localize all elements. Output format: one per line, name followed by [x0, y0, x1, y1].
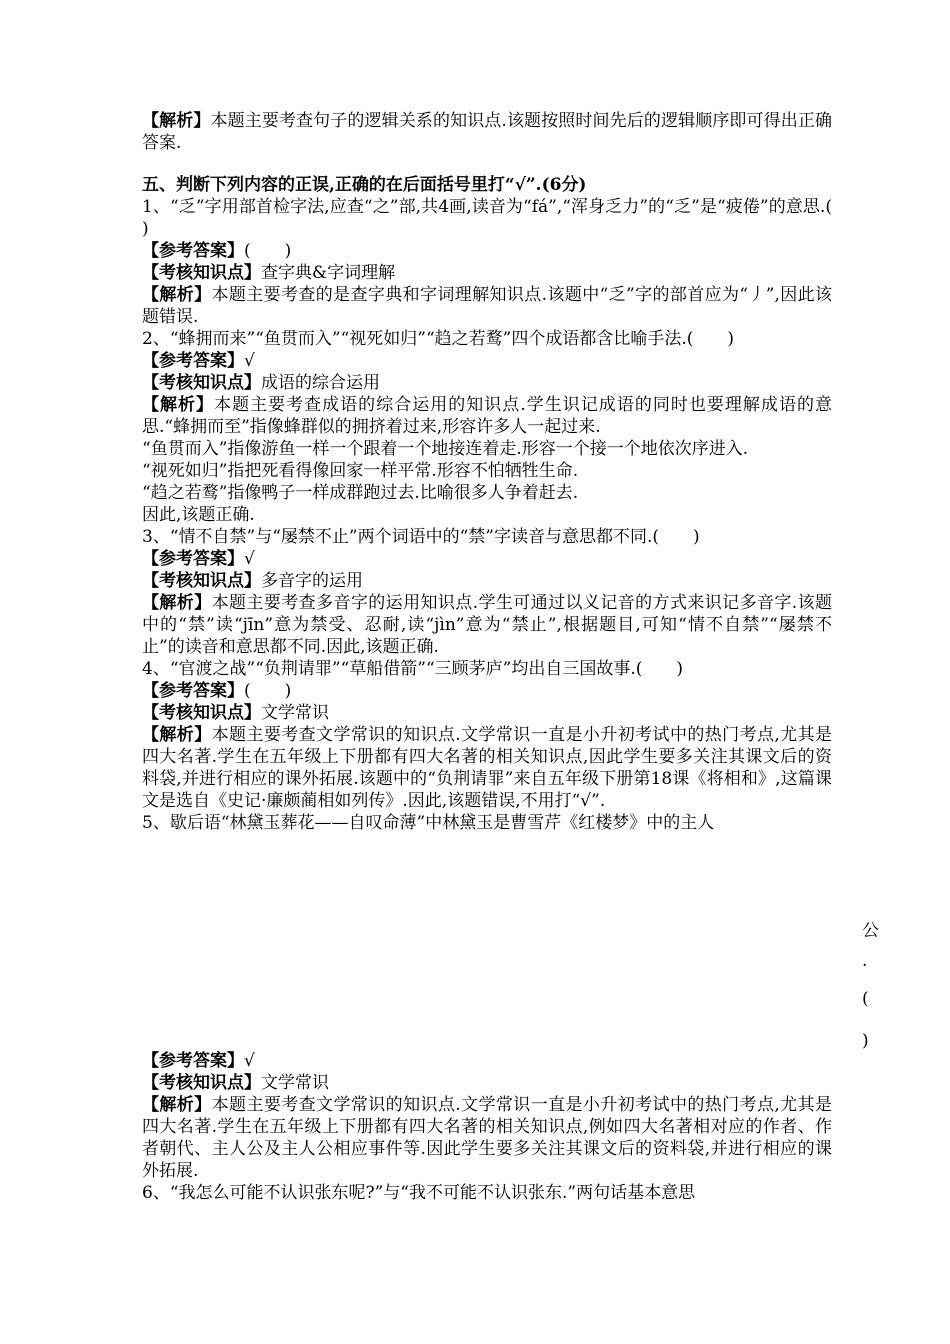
question-2: 2、“蜂拥而来”“鱼贯而入”“视死如归”“趋之若鹜”四个成语都含比喻手法.( ) — [142, 329, 735, 349]
q2-analysis-line: “鱼贯而入”指像游鱼一样一个跟着一个地接连着走.形容一个接一个地依次序进入. — [142, 439, 749, 459]
q5-answer: 【参考答案】√ — [142, 1051, 255, 1071]
q1-analysis: 【解析】本题主要考查的是查字典和字词理解知识点.该题中“乏”字的部首应为“丿”,因此该题错误. — [142, 285, 833, 327]
q1-answer: 【参考答案】( ) — [142, 241, 292, 261]
q5-knowledge: 【考核知识点】文学常识 — [142, 1073, 329, 1093]
question-3: 3、“情不自禁”与“屡禁不止”两个词语中的“禁”字读音与意思都不同.( ) — [142, 527, 700, 547]
q5-analysis: 【解析】本题主要考查文学常识的知识点.文学常识一直是小升初考试中的热门考点,尤其是四大名著.学生在五年级上下册都有四大名著的相关知识点,例如四大名著相对应的作者、作者朝代、主人公及主人公相应事件等.因此学生要多关注其课文后的资料袋,并进行相应的课外拓展. — [142, 1095, 832, 1181]
section-heading: 五、判断下列内容的正误,正确的在后面括号里打“√”.(6分) — [142, 175, 587, 195]
q3-analysis: 【解析】本题主要考查多音字的运用知识点.学生可通过以义记音的方式来识记多音字.该题中的“禁”读“jīn”意为禁受、忍耐,读“jìn”意为“禁止”,根据题目,可知“情不自禁”“屡禁不止”的读音和意思都不同.因此,该题正确. — [142, 593, 832, 657]
q5-overflow-char: . — [862, 951, 868, 971]
q4-analysis: 【解析】本题主要考查文学常识的知识点.文学常识一直是小升初考试中的热门考点,尤其是四大名著.学生在五年级上下册都有四大名著的相关知识点,因此学生要多关注其课文后的资料袋,并进行相应的课外拓展.该题中的“负荆请罪”来自五年级下册第18课《将相和》,这篇课文是选自《史记·廉颇蔺相如列传》.因此,该题错误,不用打“√”. — [142, 725, 832, 811]
q2-knowledge: 【考核知识点】成语的综合运用 — [142, 373, 380, 393]
document-body — [142, 110, 867, 834]
question-5: 5、歇后语“林黛玉葬花——自叹命薄”中林黛玉是曹雪芹《红楼梦》中的主人 — [142, 813, 715, 833]
question-1: 1、“乏”字用部首检字法,应查“之”部,共4画,读音为“fá”,“浑身乏力”的“乏”是“疲倦”的意思.( ) — [142, 197, 867, 239]
document-body-lower — [142, 1050, 832, 1204]
q3-knowledge: 【考核知识点】多音字的运用 — [142, 571, 363, 591]
question-4: 4、“官渡之战”“负荆请罪”“草船借箭”“三顾茅庐”均出自三国故事.( ) — [142, 659, 684, 679]
q1-knowledge: 【考核知识点】查字典&字词理解 — [142, 263, 396, 283]
q4-knowledge: 【考核知识点】文学常识 — [142, 703, 329, 723]
q3-answer: 【参考答案】√ — [142, 549, 255, 569]
q2-analysis: 【解析】本题主要考查成语的综合运用的知识点.学生识记成语的同时也要理解成语的意思.“蜂拥而至”指像蜂群似的拥挤着过来,形容许多人一起过来. — [142, 395, 832, 437]
spacer — [142, 154, 832, 174]
q2-analysis-line: “视死如归”指把死看得像回家一样平常.形容不怕牺牲生命. — [142, 461, 579, 481]
intro-analysis: 【解析】本题主要考查句子的逻辑关系的知识点.该题按照时间先后的逻辑顺序即可得出正确答案. — [142, 111, 833, 153]
q2-answer: 【参考答案】√ — [142, 351, 255, 371]
q5-overflow-char: ( — [862, 989, 869, 1009]
q2-analysis-line: 因此,该题正确. — [142, 505, 255, 525]
question-6: 6、“我怎么可能不认识张东呢?”与“我不可能不认识张东.”两句话基本意思 — [142, 1183, 696, 1203]
q2-analysis-line: “趋之若鹜”指像鸭子一样成群跑过去.比喻很多人争着赶去. — [142, 483, 579, 503]
q4-answer: 【参考答案】( ) — [142, 681, 292, 701]
q5-overflow-char: ) — [862, 1031, 869, 1051]
q5-overflow-char: 公 — [862, 921, 879, 941]
